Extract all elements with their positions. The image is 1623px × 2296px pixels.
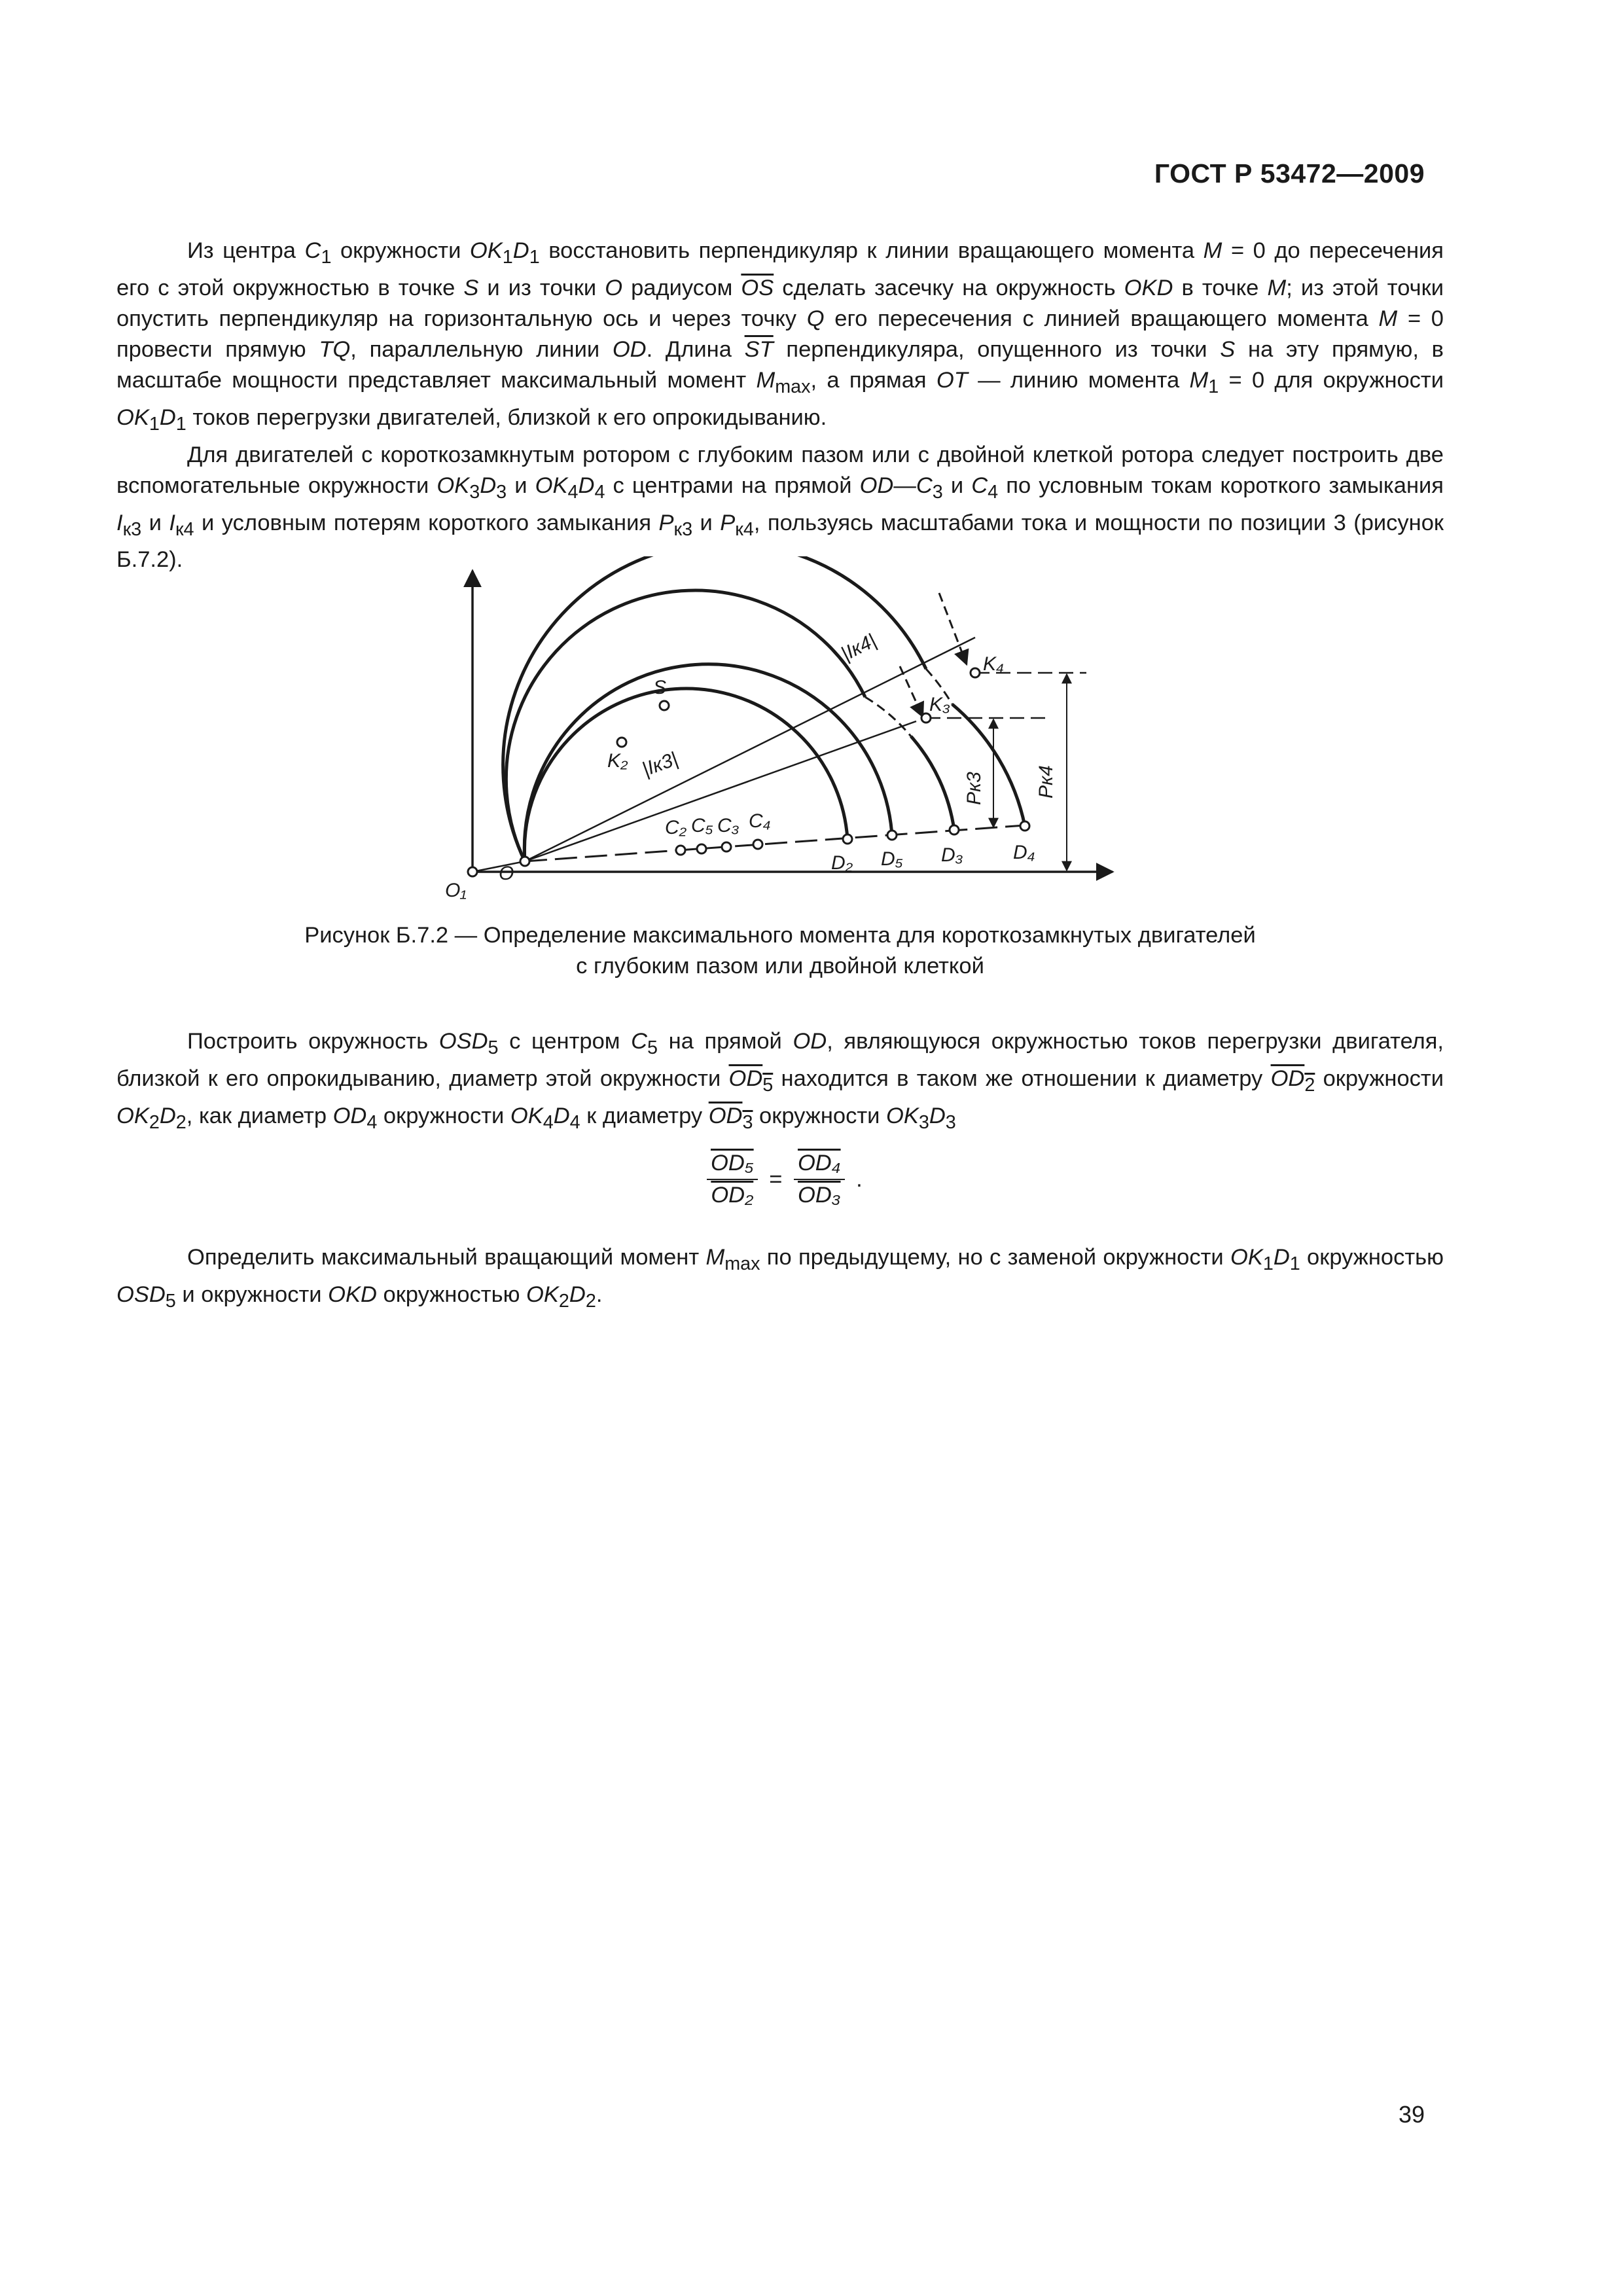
label-c4: C₄ — [749, 810, 771, 832]
fraction-left — [707, 1151, 758, 1208]
label-d4: D₄ — [1013, 842, 1035, 863]
ratio-formula — [707, 1151, 863, 1208]
point-d3 — [950, 825, 959, 834]
label-pk4: Pк4 — [1035, 765, 1057, 798]
document-header: ГОСТ Р 53472—2009 — [1154, 158, 1425, 188]
page-number: 39 — [1398, 2101, 1425, 2128]
label-pk3: Pк3 — [963, 772, 985, 805]
numerator-right: OD₄ — [794, 1151, 845, 1180]
label-c2: C₂ — [665, 817, 687, 838]
point-c2 — [676, 846, 685, 855]
point-o1 — [468, 867, 477, 876]
body-text-top — [116, 236, 1444, 575]
label-c5: C₅ — [691, 815, 713, 836]
label-o1: O₁ — [445, 880, 467, 901]
point-d4 — [1020, 821, 1029, 831]
label-ik3: |Iк3| — [639, 748, 681, 781]
label-c3: C₃ — [717, 815, 740, 836]
equals-sign: = — [769, 1166, 783, 1192]
denominator-right: OD₃ — [798, 1183, 841, 1208]
label-d2: D₂ — [831, 852, 853, 874]
formula-period: . — [856, 1166, 863, 1192]
fraction-right — [794, 1151, 845, 1208]
point-s — [660, 701, 669, 710]
point-c3 — [722, 842, 731, 852]
point-o — [520, 857, 529, 866]
label-d5: D₅ — [881, 848, 903, 870]
caption-line-1: Рисунок Б.7.2 — Определение максимального момента для короткозамкнутых двигателей — [304, 923, 1256, 948]
label-k4: K₄ — [983, 653, 1005, 675]
caption-line-2: с глубоким пазом или двойной клеткой — [576, 954, 984, 978]
paragraph-1: Из центра $C_1$ окружности $OK_1D_1$ восстановить перпендикуляр к линии вращающего момента M = 0 до пересечения его с этой окружностью в точке S и из точки O радиусом $\overline{OS}$ сделать засечку на окружность OKD в точке M; из этой точки опустить перпендикуляр на горизонтальную ось и через точку Q его пересечения с линией вращающего момента M = 0 провести прямую TQ, параллельную линии OD. Длина $\overline{ST}$ перпендикуляра, опущенного из точки S на эту прямую, в масштабе мощности представляет максимальный момент $M_{max}$, а прямая OT — линию момента $M_1 = 0$ для окружности $OK_1D_1$ токов перегрузки двигателей, близкой к его опрокидыванию. — [116, 238, 1444, 435]
label-o: O — [499, 863, 514, 884]
point-k2 — [617, 738, 626, 747]
label-s: S — [653, 677, 667, 698]
point-d2 — [843, 834, 852, 844]
denominator-left: OD₂ — [711, 1183, 754, 1208]
arc-k3-dashed — [865, 697, 911, 736]
vector-ik3 — [525, 721, 916, 861]
point-k4 — [971, 668, 980, 677]
paragraph-4: Определить максимальный вращающий момент $M_{max}$ по предыдущему, но с заменой окружности $OK_1D_1$ окружностью $OSD_5$ и окружности OKD окружностью $OK_2D_2$. — [116, 1245, 1444, 1312]
circle-diagram-figure — [425, 556, 1132, 910]
point-c5 — [697, 844, 706, 853]
point-d5 — [887, 831, 897, 840]
label-ik4: |Iк4| — [838, 630, 880, 666]
paragraph-2: Для двигателей с короткозамкнутым ротором с глубоким пазом или с двойной клеткой ротора следует построить две вспомогательные окружности $OK_3D_3$ и $OK_4D_4$ с центрами на прямой $OD—C_3$ и $C_4$ по условным токам короткого замыкания $I_{к3}$ и $I_{к4}$ и условным потерям короткого замыкания $P_{к3}$ и $P_{к4}$, пользуясь масштабами тока и мощности по позиции 3 (рисунок Б.7.2). — [116, 442, 1444, 573]
arrow-k3-dashed — [900, 666, 923, 717]
point-c4 — [753, 840, 762, 849]
numerator-left: OD₅ — [707, 1151, 758, 1180]
label-k2: K₂ — [607, 750, 628, 772]
label-d3: D₃ — [941, 844, 963, 866]
label-k3: K₃ — [929, 694, 950, 715]
figure-caption — [116, 920, 1444, 982]
paragraph-3: Построить окружность $OSD_5$ с центром $C_5$ на прямой OD, являющуюся окружностью токов перегрузки двигателя, близкой к его опрокидыванию, диаметр этой окружности $OD_5$ находится в таком же отношении к диаметру $OD_2$ окружности $OK_2D_2$, как диаметр $OD_4$ окружности $OK_4D_4$ к диаметру $OD_3$ окружности $OK_3D_3$ — [116, 1029, 1444, 1133]
